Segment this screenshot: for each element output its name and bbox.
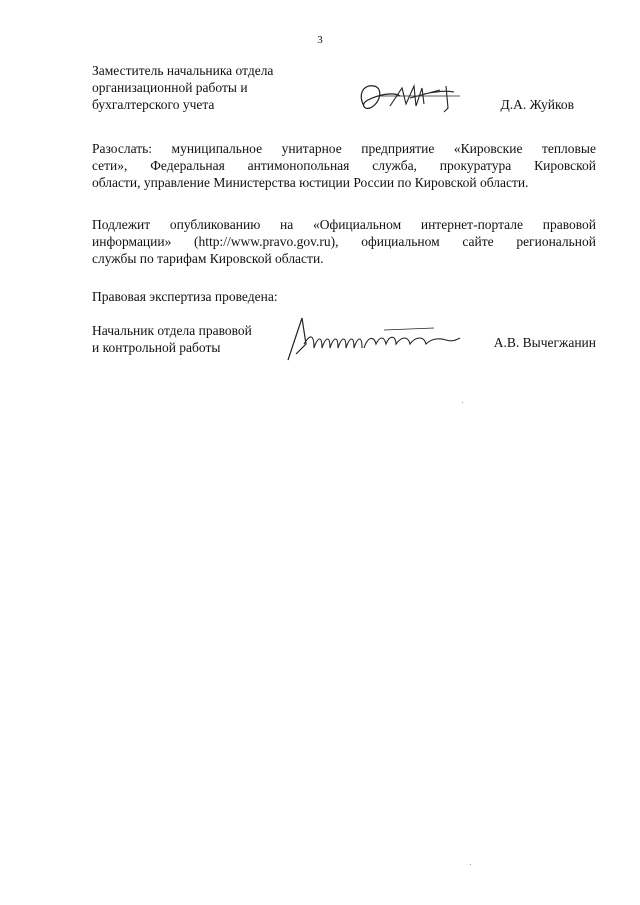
scan-speck [470,864,471,865]
distribution-line: сети», Федеральная антимонопольная служба, прокуратура Кировской [92,158,596,173]
publication-line: информации» (http://www.pravo.gov.ru), официальном сайте региональной [92,234,596,249]
legal-review-note [92,288,596,305]
distribution-line: области, управление Министерства юстиции России по Кировской области. [92,175,529,190]
distribution-line: Разослать: муниципальное унитарное предприятие «Кировские тепловые [92,141,596,156]
signatory-title-line: организационной работы и [92,80,248,95]
handwritten-signature [350,76,480,116]
signatory-name: Д.А. Жуйков [500,97,574,112]
signatory-name: А.В. Вычегжанин [493,335,596,350]
page-number: 3 [317,34,323,46]
signatory-title-line: бухгалтерского учета [92,97,215,112]
signatory-title-line: Заместитель начальника отдела [92,63,274,78]
publication-line: службы по тарифам Кировской области. [92,251,324,266]
signatory-title-line: Начальник отдела правовой [92,323,252,338]
signature-block-legal [92,322,596,372]
signatory-title [92,62,332,113]
handwritten-signature [284,314,466,364]
signature-block-deputy [92,62,596,122]
scan-speck [462,402,463,403]
signatory-title-line: и контрольной работы [92,340,221,355]
distribution-paragraph [92,140,596,191]
legal-review-text: Правовая экспертиза проведена: [92,289,278,304]
publication-paragraph [92,216,596,267]
publication-line: Подлежит опубликованию на «Официальном интернет-портале правовой [92,217,596,232]
